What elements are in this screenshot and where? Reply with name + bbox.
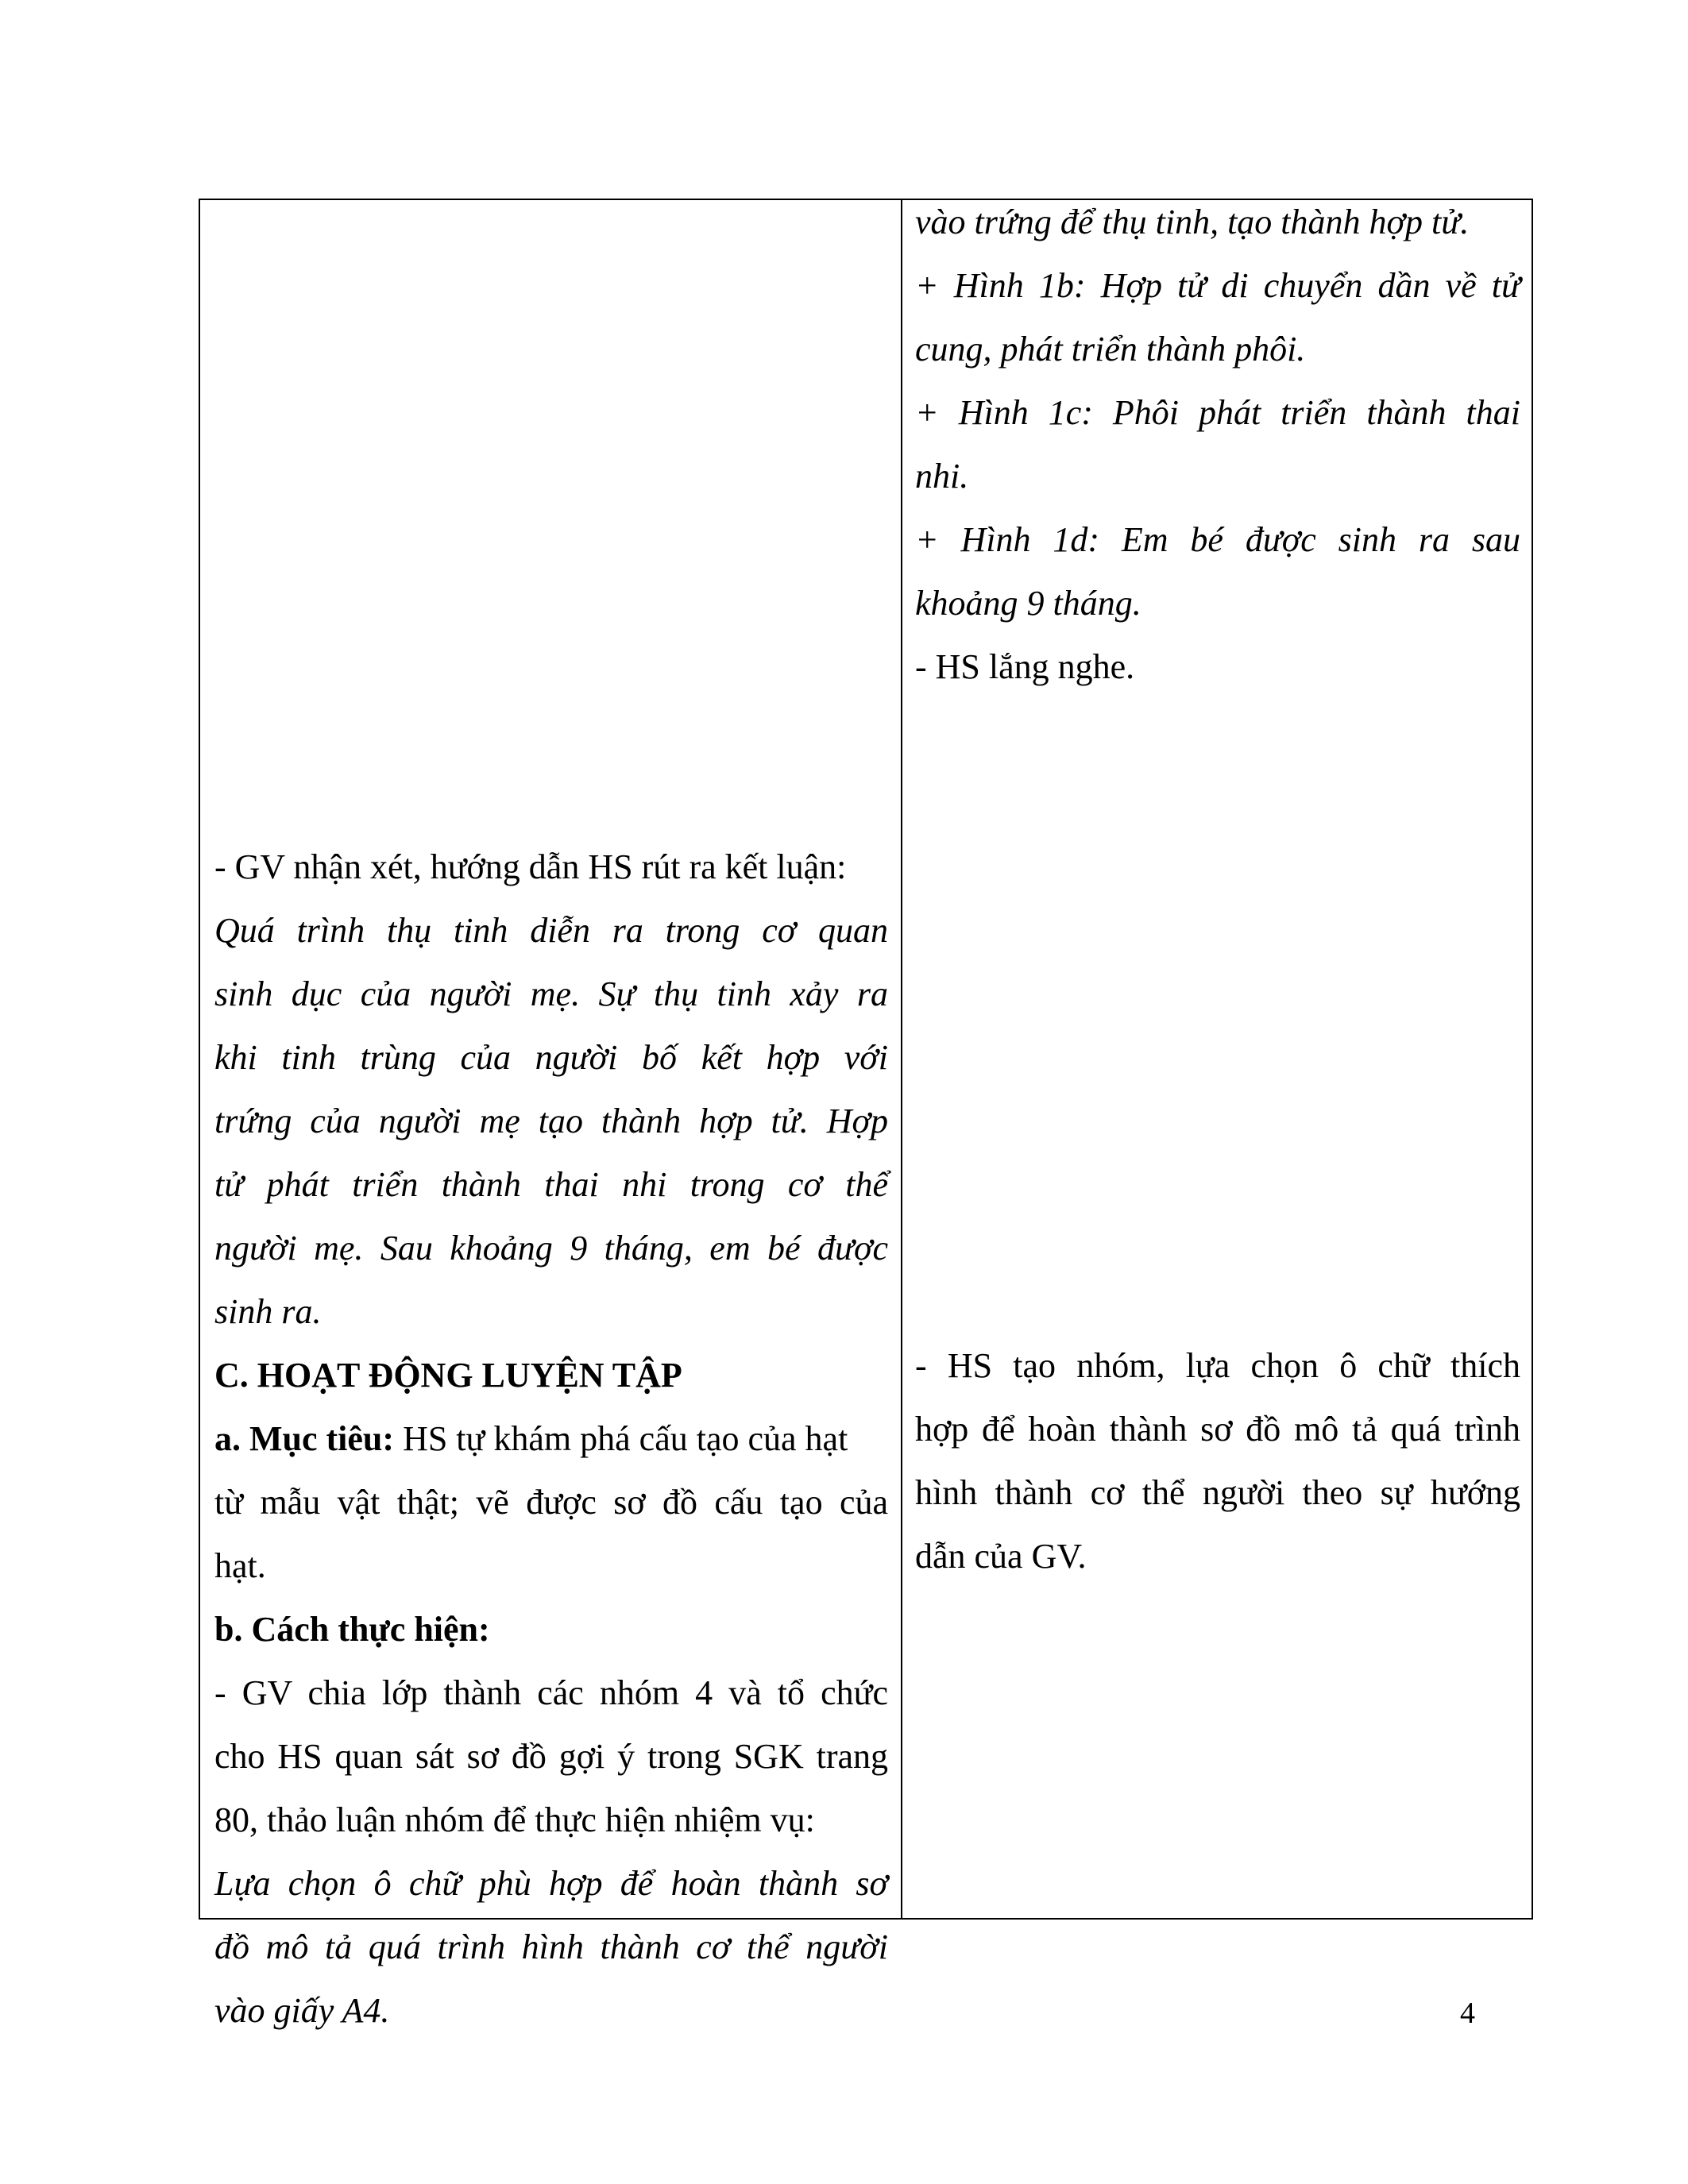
conclusion-line: khi tinh trùng của người bố kết hợp với [214, 1038, 888, 1077]
conclusion-line: sinh ra. [214, 1292, 322, 1331]
listen-line: - HS lắng nghe. [915, 647, 1135, 686]
conclusion-intro: - GV nhận xét, hướng dẫn HS rút ra kết luận: [214, 847, 847, 886]
objective-line: hạt. [214, 1546, 266, 1585]
objective-text: HS tự khám phá cấu tạo của hạt [394, 1419, 848, 1458]
figure-line: + Hình 1c: Phôi phát triển thành thai [915, 393, 1520, 432]
method-label-rest: . Cách thực hiện: [234, 1610, 490, 1649]
group-line: dẫn của GV. [915, 1537, 1087, 1576]
lesson-table [199, 199, 1533, 2030]
page-number: 4 [1460, 1997, 1475, 2030]
method-line: - GV chia lớp thành các nhóm 4 và tổ chức [214, 1673, 888, 1712]
conclusion-line: tử phát triển thành thai nhi trong cơ thể [214, 1165, 888, 1204]
conclusion-line: sinh dục của người mẹ. Sự thụ tinh xảy ra [214, 974, 888, 1013]
section-heading: C. HOẠT ĐỘNG LUYỆN TẬP [214, 1356, 682, 1395]
group-line: hình thành cơ thể người theo sự hướng [915, 1473, 1520, 1512]
figure-line: khoảng 9 tháng. [915, 584, 1141, 623]
figure-line: + Hình 1b: Hợp tử di chuyển dần về tử [915, 266, 1520, 305]
method-heading [214, 1598, 888, 1661]
conclusion-line: trứng của người mẹ tạo thành hợp tử. Hợp [214, 1102, 888, 1140]
group-line: hợp để hoàn thành sơ đồ mô tả quá trình [915, 1410, 1520, 1449]
figure-line: vào trứng để thụ tinh, tạo thành hợp tử. [915, 203, 1470, 241]
task-line: vào giấy A4. [214, 1991, 390, 2030]
conclusion-line: Quá trình thụ tinh diễn ra trong cơ quan [214, 911, 888, 950]
figure-line: + Hình 1d: Em bé được sinh ra sau [915, 520, 1520, 559]
objective-label: a. Mục tiêu: [214, 1419, 395, 1458]
task-line: đồ mô tả quá trình hình thành cơ thể người [214, 1927, 888, 1966]
task-line: Lựa chọn ô chữ phù hợp để hoàn thành sơ [214, 1864, 888, 1903]
figure-line: nhi. [915, 457, 969, 496]
method-line: cho HS quan sát sơ đồ gợi ý trong SGK trang [214, 1737, 888, 1776]
objective-line: từ mẫu vật thật; vẽ được sơ đồ cấu tạo của [214, 1483, 888, 1522]
method-line: 80, thảo luận nhóm để thực hiện nhiệm vụ: [214, 1800, 815, 1839]
column-divider [901, 200, 902, 1918]
figure-line: cung, phát triển thành phôi. [915, 330, 1306, 369]
method-label-b: b [214, 1610, 234, 1649]
group-line: - HS tạo nhóm, lựa chọn ô chữ thích [915, 1346, 1520, 1385]
conclusion-line: người mẹ. Sau khoảng 9 tháng, em bé được [214, 1229, 888, 1268]
objective-line [214, 1407, 888, 1471]
